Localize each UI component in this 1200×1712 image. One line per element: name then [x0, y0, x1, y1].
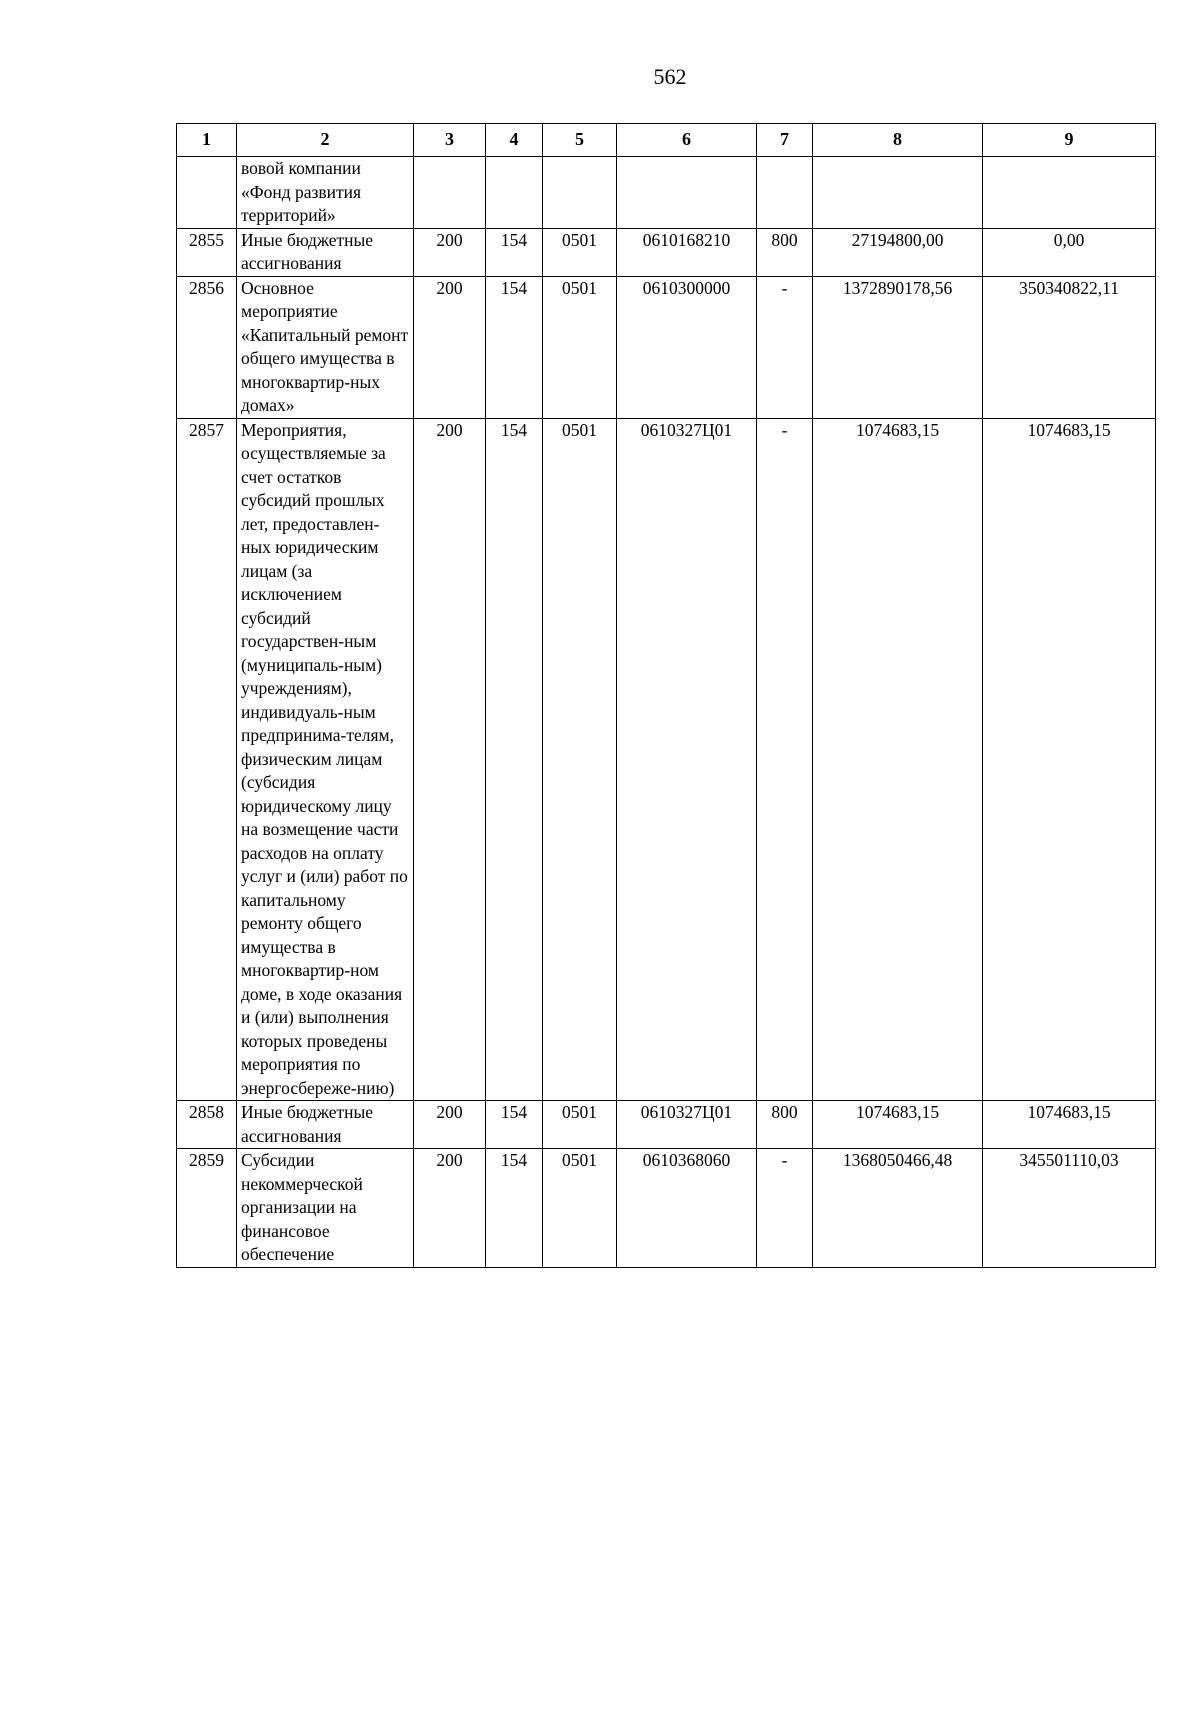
row-col-3: 200: [414, 276, 486, 418]
row-col-7: 800: [757, 228, 813, 276]
row-id: 2856: [177, 276, 237, 418]
header-row: [177, 124, 1156, 157]
row-col-3: 200: [414, 1149, 486, 1268]
row-col-3: 200: [414, 1101, 486, 1149]
table-row: [177, 1149, 1156, 1268]
row-id: 2859: [177, 1149, 237, 1268]
row-col-9: 0,00: [983, 228, 1156, 276]
header-col-1: 1: [177, 124, 237, 157]
row-col-7: [757, 157, 813, 229]
row-col-7: -: [757, 418, 813, 1101]
row-col-3: [414, 157, 486, 229]
header-col-6: 6: [617, 124, 757, 157]
row-col-8: 1368050466,48: [813, 1149, 983, 1268]
row-col-9: 1074683,15: [983, 418, 1156, 1101]
row-col-5: 0501: [543, 276, 617, 418]
table-row: [177, 418, 1156, 1101]
row-col-8: 1074683,15: [813, 418, 983, 1101]
header-col-3: 3: [414, 124, 486, 157]
row-col-7: -: [757, 1149, 813, 1268]
row-name: Иные бюджетные ассигнования: [237, 228, 414, 276]
row-col-5: 0501: [543, 1101, 617, 1149]
table-row: [177, 276, 1156, 418]
header-col-5: 5: [543, 124, 617, 157]
row-col-4: 154: [486, 228, 543, 276]
row-col-4: 154: [486, 418, 543, 1101]
row-col-9: 1074683,15: [983, 1101, 1156, 1149]
row-col-9: 350340822,11: [983, 276, 1156, 418]
header-col-2: 2: [237, 124, 414, 157]
row-col-9: [983, 157, 1156, 229]
row-id: 2858: [177, 1101, 237, 1149]
table-row: [177, 228, 1156, 276]
row-col-7: 800: [757, 1101, 813, 1149]
row-col-8: 27194800,00: [813, 228, 983, 276]
row-col-3: 200: [414, 418, 486, 1101]
row-col-4: 154: [486, 1149, 543, 1268]
row-id: [177, 157, 237, 229]
row-col-6: 0610327Ц01: [617, 418, 757, 1101]
row-col-8: 1074683,15: [813, 1101, 983, 1149]
row-col-6: [617, 157, 757, 229]
row-col-7: -: [757, 276, 813, 418]
row-col-5: 0501: [543, 418, 617, 1101]
row-col-4: 154: [486, 276, 543, 418]
row-col-6: 0610168210: [617, 228, 757, 276]
row-col-8: 1372890178,56: [813, 276, 983, 418]
row-col-5: 0501: [543, 228, 617, 276]
row-col-6: 0610368060: [617, 1149, 757, 1268]
row-col-9: 345501110,03: [983, 1149, 1156, 1268]
row-id: 2857: [177, 418, 237, 1101]
page-number: 562: [653, 64, 687, 89]
table-row: [177, 1101, 1156, 1149]
header-col-7: 7: [757, 124, 813, 157]
row-col-6: 0610300000: [617, 276, 757, 418]
row-name: Субсидии некоммерческой организации на финансовое обеспечение: [237, 1149, 414, 1268]
row-name: вовой компании «Фонд развития территорий»: [237, 157, 414, 229]
header-col-8: 8: [813, 124, 983, 157]
row-id: 2855: [177, 228, 237, 276]
row-col-3: 200: [414, 228, 486, 276]
row-name: Основное мероприятие «Капитальный ремонт общего имущества в многоквартир-ных домах»: [237, 276, 414, 418]
row-col-4: 154: [486, 1101, 543, 1149]
header-col-9: 9: [983, 124, 1156, 157]
row-col-8: [813, 157, 983, 229]
row-col-4: [486, 157, 543, 229]
row-col-5: [543, 157, 617, 229]
table-row: [177, 157, 1156, 229]
row-name: Мероприятия, осуществляемые за счет остатков субсидий прошлых лет, предоставлен-ных юридическим лицам (за исключением субсидий государствен-ным (муниципаль-ным) учреждениям), индивидуаль-ным предпринима-телям, физическим лицам (субсидия юридическому лицу на возмещение части расходов на оплату услуг и (или) работ по капитальному ремонту общего имущества в многоквартир-ном доме, в ходе оказания и (или) выполнения которых проведены мероприятия по энергосбереже-нию): [237, 418, 414, 1101]
header-col-4: 4: [486, 124, 543, 157]
row-col-6: 0610327Ц01: [617, 1101, 757, 1149]
budget-table: [176, 123, 1156, 1268]
row-name: Иные бюджетные ассигнования: [237, 1101, 414, 1149]
row-col-5: 0501: [543, 1149, 617, 1268]
